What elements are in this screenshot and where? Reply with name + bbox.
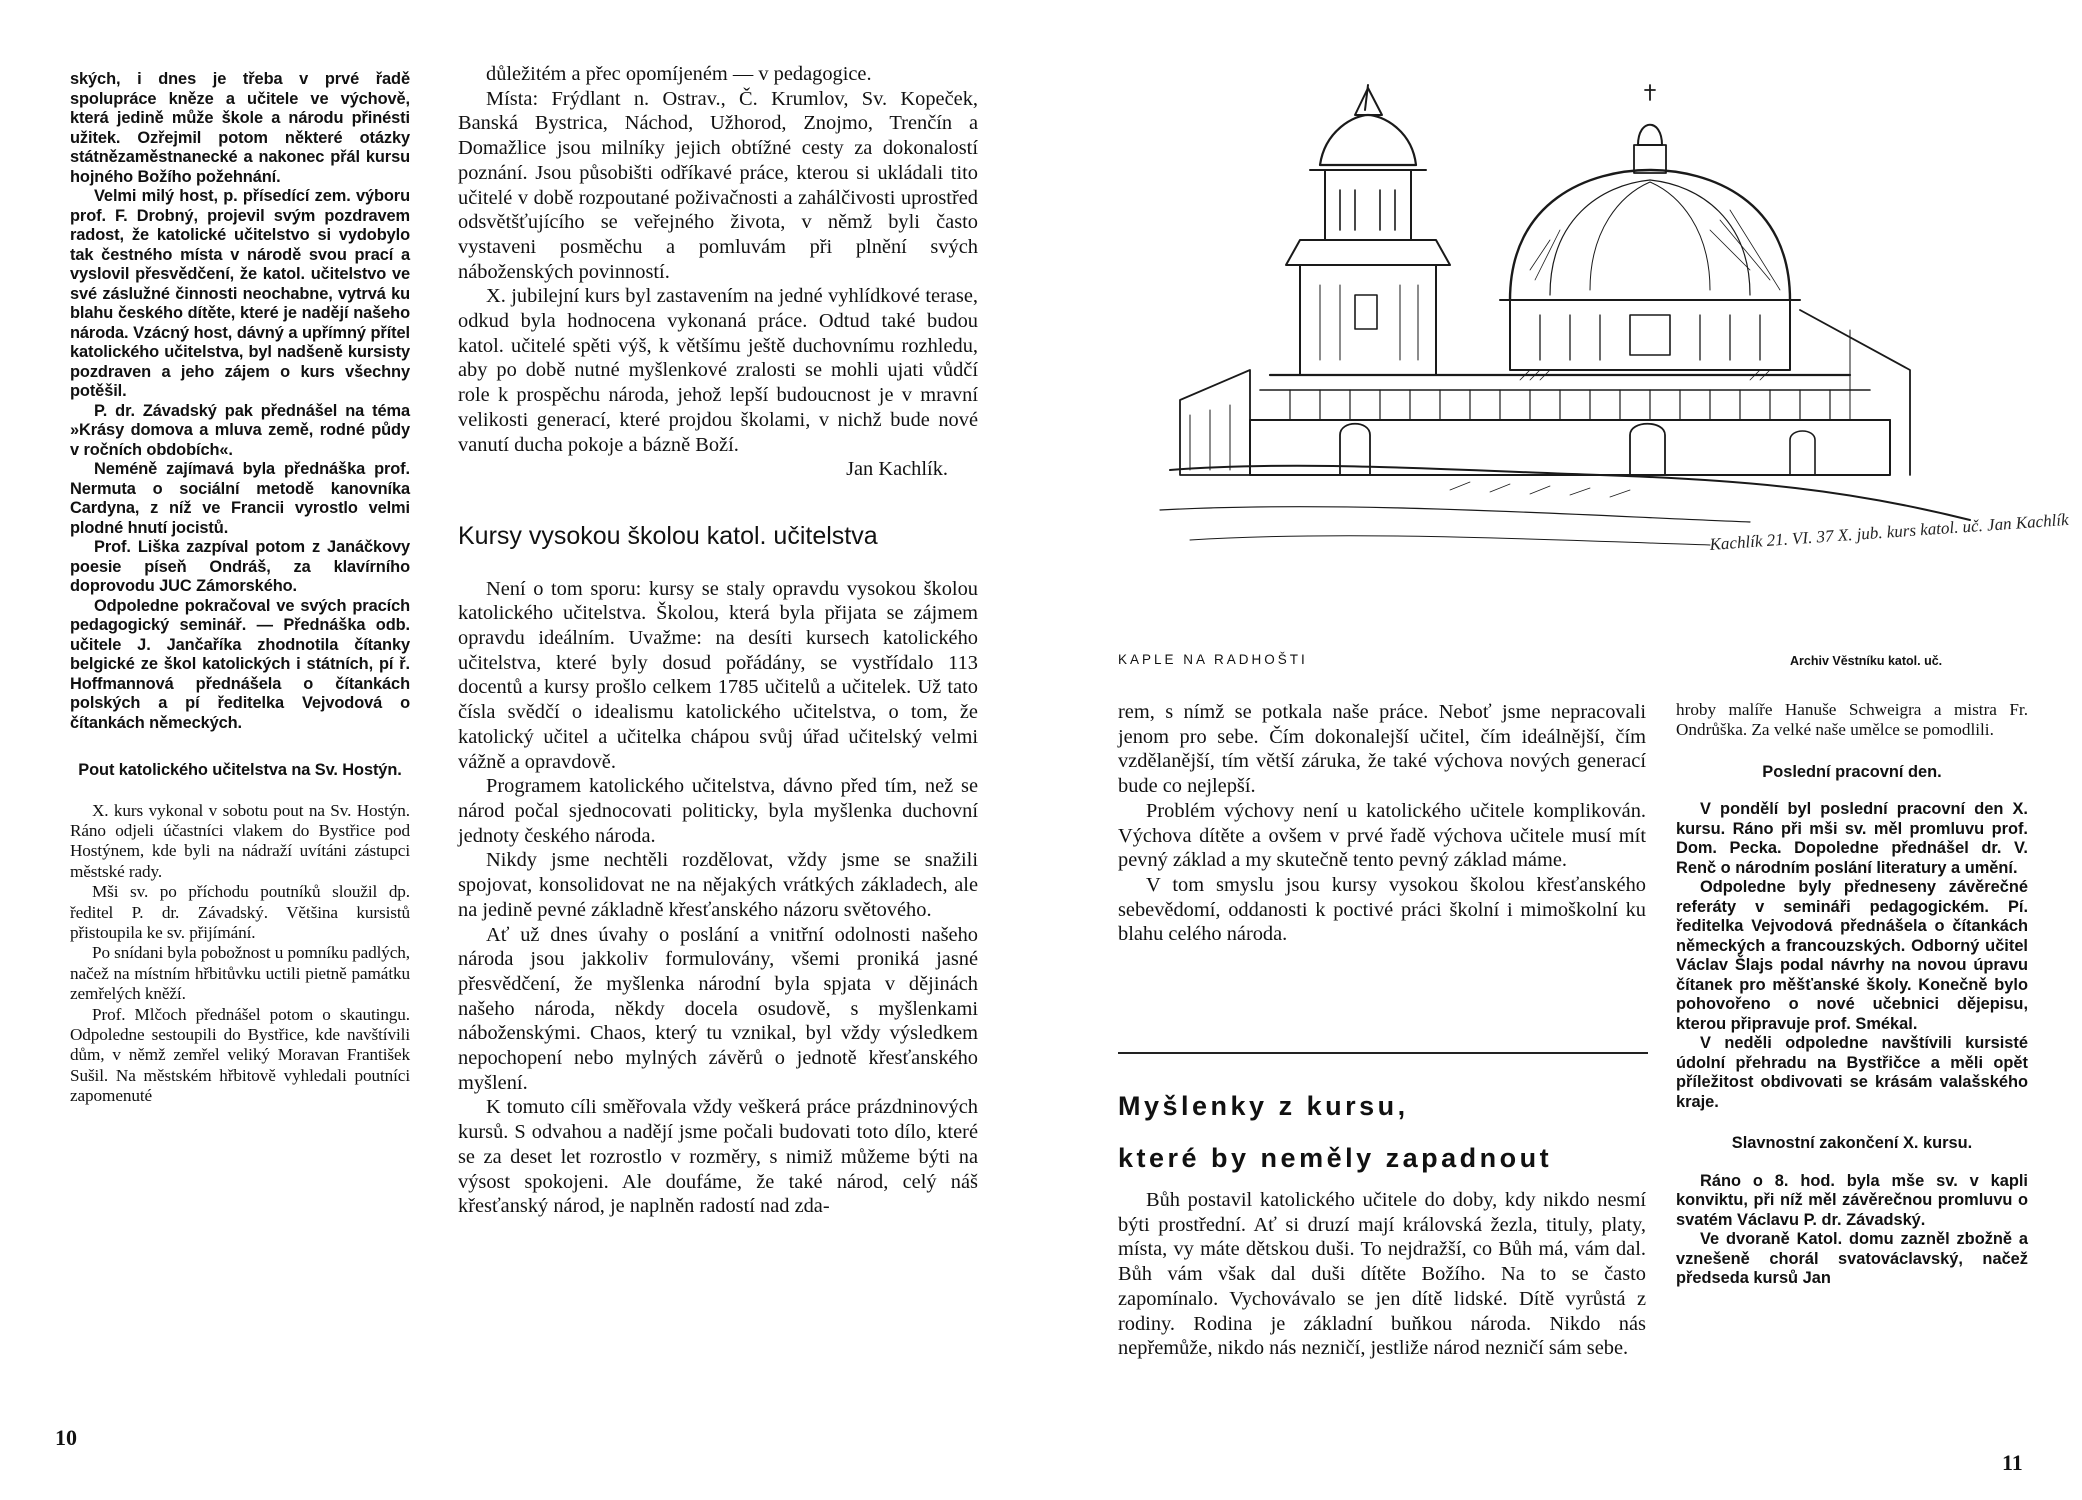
article-heading: Kursy vysokou školou katol. učitelstva bbox=[458, 521, 878, 550]
paragraph: Problém výchovy není u katolického učitele komplikován. Výchova dítěte a ovšem v prvé řadě výchova učitele musí mít pevný základ a my skutečně tento pevný základ máme. bbox=[1118, 799, 1646, 872]
paragraph: Ať už dnes úvahy o poslání a vnitřní odolnosti našeho národa jsou jakkoliv formulovány, všemi proniká jasné přesvědčení, že myšlenka národní byla spjata v dějinách našeho národa, někdy docela osudově, s myšlenkami náboženskými. Chaos, který tu vznikal, byl vždy výsledkem nepochopení nebo mylných závěrů o jednotě křesťanského myšlení. bbox=[458, 923, 978, 1094]
paragraph: V tom smyslu jsou kursy vysokou školou křesťanského sebevědomí, oddanosti k poctivé práci školní i mimoškolní ku blahu celého národa. bbox=[1118, 873, 1646, 946]
paragraph: Není o tom sporu: kursy se staly opravdu vysokou školou katolického učitelstva. Školou, která byla přijata se zájmem opravdu ideálním. Uvažme: na desíti kursech katolického učitelstva, které byly dosud pořádány, se vystřídalo 113 docentů a kursy prošlo celkem 1785 učitelů a učitelek. Už tato čísla svědčí o idealismu katolického učitelstva, o tom, že katolický učitel a učitelka chápou svůj úřad učitelský velmi vážně a opravdově. bbox=[458, 577, 978, 773]
paragraph: Velmi milý host, p. přísedící zem. výboru prof. F. Drobný, projevil svým pozdravem radost, že katolické učitelstvo si vydobylo tak čestného místa v národě svou prací a vyslovil přesvědčení, že katol. učitelstvo ve své záslužné činnosti neochabne, vytrvá ku blahu českého dítěte, které je nadějí našeho národa. Vzácný host, dávný a upřímný přítel katolického učitelstva, byl nadšeně kursisty pozdraven a jeho zájem o kurs všechny potěšil. bbox=[70, 187, 410, 400]
paragraph: Prof. Liška zazpíval potom z Janáčkovy poesie píseň Ondráš, za klavírního doprovodu JUC Zámorského. bbox=[70, 538, 410, 595]
paragraph: Nikdy jsme nechtěli rozdělovat, vždy jsme se snažili spojovat, konsolidovat ne na nějakých vrátkých základech, ale na jedině pevné základně křesťanského názoru světového. bbox=[458, 849, 978, 921]
paragraph: Odpoledne pokračoval ve svých pracích pedagogický seminář. — Přednáška odb. učitele J. Jančaříka zhodnotila čítanky belgické ze škol katolických i státních, pí ř. Hoffmannová přednášela o čítankách polských a pí ředitelka Vejvodová o čítankách německých. bbox=[70, 596, 410, 732]
chapel-illustration bbox=[1150, 70, 2070, 600]
right-column-3-lower bbox=[1118, 1188, 1646, 1438]
paragraph: Neméně zajímavá byla přednáška prof. Nermuta o sociální metodě kanovníka Cardyna, z níž ve Francii vyrostlo velmi plodné hnutí jocistů. bbox=[70, 460, 410, 537]
left-column-1 bbox=[70, 70, 410, 1400]
paragraph: Odpoledne byly předneseny závěrečné referáty v semináři pedagogickém. Pí. ředitelka Vejvodová přednášela o čítankách německých a francouzských. Odborný učitel Václav Šlajs podal návrhy na novou úpravu čítanek pro měšťanské školy. Konečně bylo pohovořeno o nové učebnici dějepisu, kterou připravuje prof. Smékal. bbox=[1676, 878, 2028, 1033]
paragraph: Mši sv. po příchodu poutníků sloužil dp. ředitel P. dr. Závadský. Většina kursistů přistoupila ke sv. přijímání. bbox=[70, 882, 410, 942]
left-column-2 bbox=[458, 62, 978, 1442]
paragraph: Místa: Frýdlant n. Ostrav., Č. Krumlov, Sv. Kopeček, Banská Bystrica, Náchod, Užhorod, Znojmo, Trenčín a Domažlice jsou milníky jejich obtížné cesty za dokonalostí poznání. Jsou působišti odříkavé práce, kterou si ukládali tito učitelé v době rozpoutané poživačnosti a zahálčivosti uprostřed odsvětšťujícího se veřejného života, v němž byli často vystaveni posměchu a pomluvám při plnění svých náboženských povinností. bbox=[458, 87, 978, 283]
paragraph: X. jubilejní kurs byl zastavením na jedné vyhlídkové terase, odkud byla hodnocena vykonaná práce. Odtud také budou katol. učitelé spěti výš, k většímu ještě duchovnímu rozhledu, aby po době nutné myšlenkové zralosti se mohli ujati vůdčí role k prospěchu národa, jehož lepší budoucnost je v mravní velikosti generací, které projdou školami, v nichž bude nové vanutí ducha pokoje a bázně Boží. bbox=[458, 285, 978, 456]
figure-caption: KAPLE NA RADHOŠTI bbox=[1118, 652, 1308, 667]
thoughts-heading-block bbox=[1118, 1080, 1646, 1190]
paragraph: K tomuto cíli směřovala vždy veškerá práce prázdninových kursů. S odvahou a nadějí jsme počali budovati toto dílo, které se za deset let rozrostlo v rozměry, s nimiž můžeme býti na výsost spokojeni. Ale doufáme, že také národ, celý náš křesťanský národ, je naplněn radostí nad zda- bbox=[458, 1096, 978, 1218]
paragraph: důležitém a přec opomíjeném — v pedagogice. bbox=[486, 63, 872, 85]
paragraph: Po snídani byla pobožnost u pomníku padlých, načež na místním hřbitůvku uctili pietně památku zemřelých kněží. bbox=[70, 943, 410, 1004]
paragraph: hroby malíře Hanuše Schweigra a mistra Fr. Ondrůška. Za velké naše umělce se pomodlili. bbox=[1676, 700, 2028, 740]
paragraph: Ve dvoraně Katol. domu zazněl zbožně a vznešeně chorál svatováclavský, načež předseda kursů Jan bbox=[1676, 1230, 2028, 1288]
figure-credit: Archiv Věstníku katol. uč. bbox=[1790, 654, 1943, 668]
paragraph: Ráno o 8. hod. byla mše sv. v kapli konviktu, při níž měl závěrečnou promluvu o svatém Václavu P. dr. Závadský. bbox=[1676, 1171, 2028, 1229]
paragraph: P. dr. Závadský pak přednášel na téma »Krásy domova a mluva země, rodné půdy v ročních obdobích«. bbox=[70, 401, 410, 459]
paragraph: Prof. Mlčoch přednášel potom o skautingu. Odpoledne sestoupili do Bystřice, kde navštívili dům, v němž zemřel veliký Moravan František Sušil. Na městském hřbitově vyhledali poutníci zapomenuté bbox=[70, 1004, 410, 1106]
signature: Jan Kachlík. bbox=[846, 458, 948, 481]
paragraph: V pondělí byl poslední pracovní den X. kursu. Ráno při mši sv. měl promluvu prof. Dom. Pecka. Dopoledne přednášel dr. V. Renč o národním poslání literatury a umění. bbox=[1676, 800, 2028, 877]
paragraph: ských, i dnes je třeba v prvé řadě spolupráce kněze a učitele ve výchově, která jedině může škole a národu přinésti užitek. Ozřejmil potom některé otázky státnězaměstnanecké a nakonec přál kursu hojného Božího požehnání. bbox=[70, 70, 410, 186]
article-heading: které by neměly zapadnout bbox=[1118, 1143, 1553, 1173]
paragraph: X. kurs vykonal v sobotu pout na Sv. Hostýn. Ráno odjeli účastníci vlakem do Bystřice pod Hostýnem, kde byli na nádraží uvítáni zástupci městské rady. bbox=[70, 800, 410, 881]
article-heading: Myšlenky z kursu, bbox=[1118, 1091, 1409, 1121]
paragraph: rem, s nímž se potkala naše práce. Neboť jsme nepracovali jenom pro sebe. Čím dokonalejší učitel, čím ideálnější, čím vzdělanější, tím větší záruka, že také výchova nových generací bude co nejlepší. bbox=[1118, 701, 1646, 798]
section-subheading: Poslední pracovní den. bbox=[1762, 762, 1942, 781]
right-column-4 bbox=[1676, 700, 2028, 1440]
paragraph: Bůh postavil katolického učitele do doby, kdy nikdo nesmí býti prostřední. Ať si druzí mají královská žezla, tituly, platy, místa, vy máte dětskou duši. To nejdražší, co Bůh má, vám dal. Bůh vám však dal duši dítěte Božího. Na to se často zapomínalo. Vychovávalo se jen dítě lidské. Dítě vyrůstá z rodiny. Rodina je základní buňkou národa. Nikdo nás nepřemůže, nikdo nás nezničí, jestliže národ nezničí sám sebe. bbox=[1118, 1189, 1646, 1360]
paragraph: V neděli odpoledne navštívili kursisté údolní přehradu na Bystřičce a měli opět příležitost obdivovati se krásám valašského kraje. bbox=[1676, 1034, 2028, 1111]
page-number-right: 11 bbox=[2002, 1450, 2023, 1475]
paragraph: Programem katolického učitelstva, dávno před tím, než se národ počal sjednocovati politicky, byla myšlenka duchovní jednoty českého národa. bbox=[458, 775, 978, 847]
page-number-left: 10 bbox=[55, 1425, 77, 1450]
section-divider bbox=[1118, 1052, 1648, 1054]
illustration-inscription: Kachlík 21. VI. 37 X. jub. kurs katol. uč. Jan Kachlík bbox=[1708, 509, 2070, 554]
section-subheading: Pout katolického učitelstva na Sv. Hostýn. bbox=[78, 761, 402, 779]
section-subheading: Slavnostní zakončení X. kursu. bbox=[1731, 1134, 1973, 1153]
